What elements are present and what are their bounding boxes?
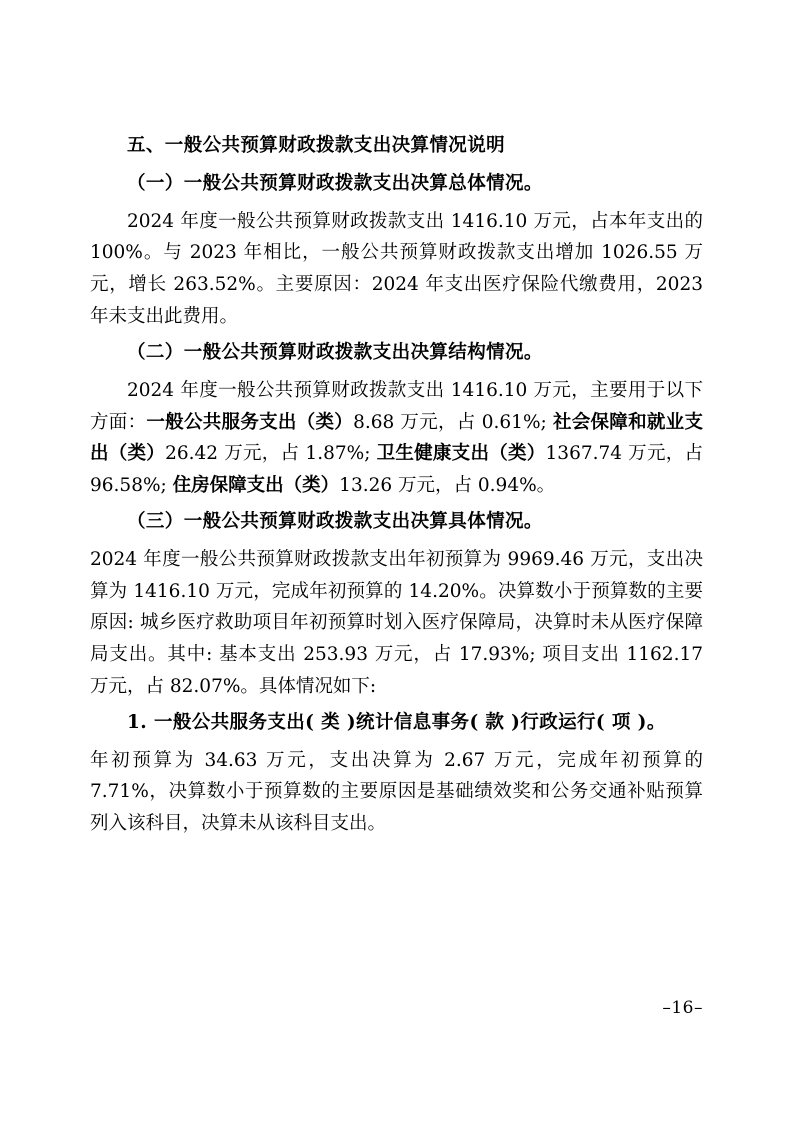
run-housing-security: 住房保障支出（类） — [172, 475, 340, 497]
paragraph-overall-situation: 2024 年度一般公共预算财政拨款支出 1416.10 万元，占本年支出的 100%。与 2023 年相比，一般公共预算财政拨款支出增加 1026.55 万元，增长 263.52%。主要原因：2024 年支出医疗保险代缴费用，2023 年未支出此费用。 — [90, 210, 703, 328]
run-health-value: 1367.74 万元，占 96.58%; — [90, 443, 703, 497]
paragraph-specific-situation: 2024 年度一般公共预算财政拨款支出年初预算为 9969.46 万元，支出决算为 1416.10 万元，完成年初预算的 14.20%。决算数小于预算数的主要原因: 城乡医疗救助项目年初预算时划入医疗保障局，决算时未从医疗保障局支出。其中: 基本支出 253.93 万元，占 17.93%; 项目支出 1162.17 万元，占 82.07%。具体情况如下: — [90, 548, 703, 697]
subheading-overall-situation: （一）一般公共预算财政拨款支出决算总体情况。 — [127, 172, 543, 194]
run-social-security-value: 26.42 万元，占 1.87%; — [165, 443, 377, 465]
subheading-specific-situation: （三）一般公共预算财政拨款支出决算具体情况。 — [127, 510, 543, 532]
section-heading-five: 五、一般公共预算财政拨款支出决算情况说明 — [127, 135, 506, 156]
run-general-public-service-value: 8.68 万元，占 0.61%; — [353, 411, 553, 433]
page-number: –16– — [662, 998, 703, 1018]
document-body — [90, 130, 703, 840]
run-social-security: 社会保障和就业支出（类） — [90, 411, 703, 465]
run-health: 卫生健康支出（类） — [376, 443, 546, 465]
run-intro: 2024 年度一般公共预算财政拨款支出 1416.10 万元，主要用于以下方面： — [90, 379, 703, 433]
subheading-item-1: 1. 一般公共服务支出( 类 )统计信息事务( 款 )行政运行( 项 )。 — [127, 711, 666, 733]
paragraph-structure-situation — [90, 375, 703, 502]
subheading-structure-situation: （二）一般公共预算财政拨款支出决算结构情况。 — [127, 341, 543, 363]
run-general-public-service: 一般公共服务支出（类） — [146, 411, 354, 433]
run-housing-security-value: 13.26 万元，占 0.94%。 — [339, 475, 556, 497]
paragraph-item-1: 年初预算为 34.63 万元，支出决算为 2.67 万元，完成年初预算的 7.71%，决算数小于预算数的主要原因是基础绩效奖和公务交通补贴预算列入该科目，决算未从该科目支出。 — [90, 749, 703, 835]
